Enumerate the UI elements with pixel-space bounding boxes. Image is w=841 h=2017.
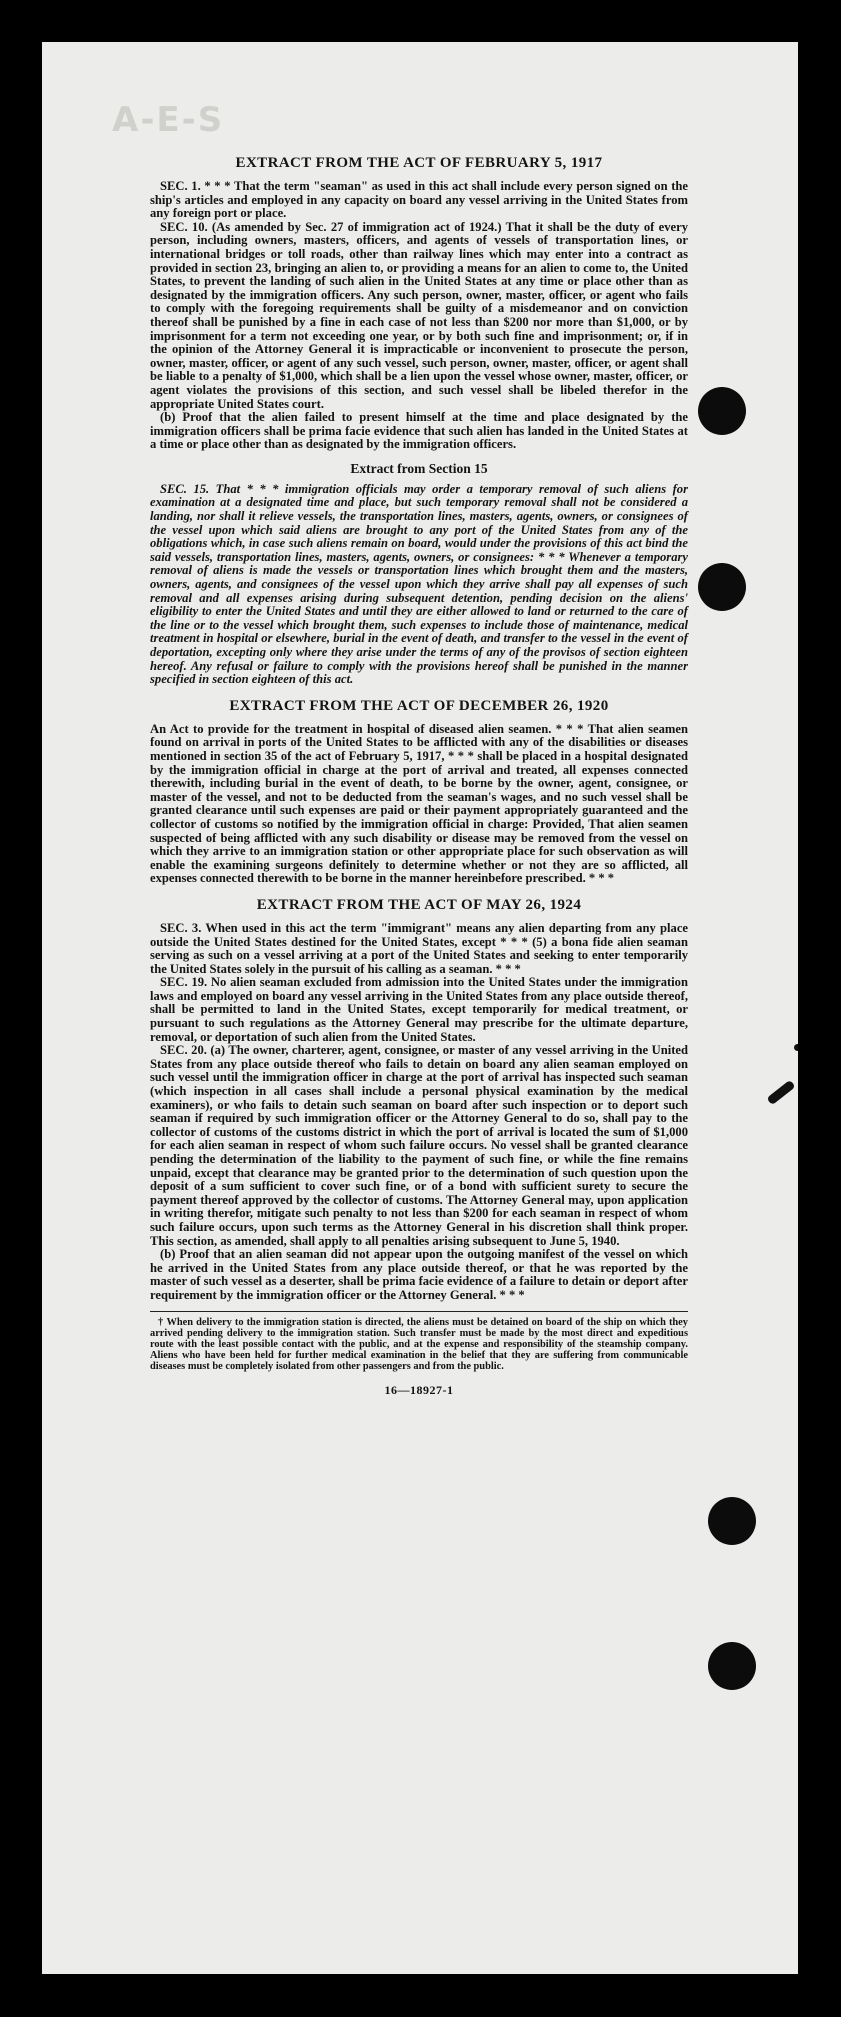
paragraph-sec-1: SEC. 1. * * * That the term "seaman" as used in this act shall include every person signed on the ship's articles and employed in any capacity on board any vessel arriving in the United States from any foreign port or place. xyxy=(150,179,688,221)
paragraph-sec-10-b: (b) Proof that the alien failed to present himself at the time and place designated by the immigration officers shall be prima facie evidence that such alien has landed in the United States at a time or place other than as designated by the immigration officers. xyxy=(150,410,688,452)
section-act-may-1924 xyxy=(150,896,688,1303)
paragraph-sec-19: SEC. 19. No alien seaman excluded from admission into the United States under the immigration laws and employed on board any vessel arriving in the United States from any place outside thereof, shall be permitted to land in the United States, except temporarily for medical treatment, or pursuant to such regulations as the Attorney General may prescribe for the ultimate departure, removal, or deportation of such alien from the United States. xyxy=(150,975,688,1044)
section-extract-15 xyxy=(150,460,688,687)
document-body xyxy=(150,154,688,1398)
paragraph-sec-3: SEC. 3. When used in this act the term "immigrant" means any alien departing from any place outside the United States destined for the United States, except * * * (5) a bona fide alien seaman serving as such on a vessel arriving at a port of the United States and seeking to enter temporarily the United States solely in the pursuit of his calling as a seaman. * * * xyxy=(150,920,688,976)
paragraph-sec-10: SEC. 10. (As amended by Sec. 27 of immigration act of 1924.) That it shall be the duty of every person, including owners, masters, officers, and agents of vessels of transportation lines, or international bridges or toll roads, other than railway lines which may enter into a contract as provided in section 23, bringing an alien to, or providing a means for an alien to come to, the United States, to prevent the landing of such alien in the United States at any time or place other than as designated by the immigration officers. Any such person, owner, master, officer, or agent who fails to comply with the foregoing requirements shall be guilty of a misdemeanor and on conviction thereof shall be punished by a fine in each case of not less than $200 nor more than $1,000, or by imprisonment for a term not exceeding one year, or by both such fine and imprisonment; or, if in the opinion of the Attorney General it is impracticable or inconvenient to prosecute the person, owner, master, officer, or agent of any such vessel, such person, owner, master, officer, or agent shall be liable to a penalty of $1,000, which shall be a lien upon the vessel whose owner, master, officer, or agent violates the provisions of this section, and such vessel shall be libeled therefor in the appropriate United States court. xyxy=(150,219,688,411)
section-heading: EXTRACT FROM THE ACT OF DECEMBER 26, 1920 xyxy=(229,697,609,714)
punch-hole xyxy=(698,387,746,435)
paragraph-hospital-act: An Act to provide for the treatment in hospital of diseased alien seamen. * * * That alien seamen found on arrival in ports of the United States to be afflicted with any of the disabilities or diseases mentioned in section 35 of the act of February 5, 1917, * * * shall be placed in a hospital designated by the immigration official in charge at the port of arrival and treated, all expenses connected therewith, including burial in the event of death, to be borne by the owner, agent, consignee, or master of the vessel, and not to be deducted from the seaman's wages, and no such vessel shall be granted clearance until such expenses are paid or their payment appropriately guaranteed and the collector of customs so notified by the immigration official in charge: Provided, That alien seamen suspected of being afflicted with any such disability or disease may be removed from the vessel on which they arrive to an immigration station or other appropriate place for such observation as will enable the examining surgeons definitely to determine whether or not they are so afflicted, all expenses connected therewith to be borne in the manner hereinbefore prescribed. * * * xyxy=(150,721,688,886)
punch-hole xyxy=(708,1497,756,1545)
faded-stamp: A-E-S xyxy=(112,100,225,140)
section-heading: EXTRACT FROM THE ACT OF FEBRUARY 5, 1917 xyxy=(235,155,603,171)
footnote-divider xyxy=(150,1311,688,1312)
section-heading: Extract from Section 15 xyxy=(350,460,488,476)
paragraph-sec-20-a: SEC. 20. (a) The owner, charterer, agent, consignee, or master of any vessel arriving in the United States from any place outside thereof who fails to detain on board any alien seaman employed on such vessel until the immigration officer in charge at the port of arrival has inspected such seaman (which inspection in all cases shall include a personal physical examination by the medical examiners), or who fails to detain such seaman on board after such inspection or to deport such seaman if required by such immigration officer or the Attorney General to do so, shall pay to the collector of customs of the customs district in which the port of arrival is located the sum of $1,000 for each alien seaman in respect of whom such failure occurs. No vessel shall be granted clearance pending the determination of the liability to the payment of such fine, or while the fine remains unpaid, except that clearance may be granted prior to the determination of such question upon the deposit of a sum sufficient to cover such fine, or of a bond with sufficient surety to secure the payment thereof approved by the collector of customs. The Attorney General may, upon application in writing therefor, mitigate such penalty to not less than $200 for each seaman in respect of whom such failure occurs, upon such terms as the Attorney General in his discretion shall think proper. This section, as amended, shall apply to all penalties arising subsequent to June 5, 1940. xyxy=(150,1043,688,1248)
punch-hole xyxy=(708,1642,756,1690)
ink-mark xyxy=(766,1080,795,1106)
document-page xyxy=(42,42,798,1974)
ink-mark xyxy=(794,1044,798,1051)
paragraph-sec-20-b: (b) Proof that an alien seaman did not appear upon the outgoing manifest of the vessel on which he arrived in the United States from any place outside thereof, or that he was reported by the master of such vessel as a deserter, shall be prima facie evidence of a failure to detain or deport after requirement by the immigration officer or the Attorney General. * * * xyxy=(150,1247,688,1302)
section-act-dec-1920 xyxy=(150,697,688,886)
footnote: † When delivery to the immigration station is directed, the aliens must be detained on board of the ship on which they arrived pending delivery to the immigration station. Such transfer must be made by the most direct and expeditious route with the least possible contact with the public, and at the expense and responsibility of the steamship company. Aliens who have been held for further medical examination in the belief that they are suffering from communicable diseases must be completely isolated from other passengers and from the public. xyxy=(150,1316,688,1373)
form-number: 16—18927-1 xyxy=(384,1382,454,1397)
section-heading: EXTRACT FROM THE ACT OF MAY 26, 1924 xyxy=(256,896,582,913)
section-act-feb-1917 xyxy=(150,154,688,452)
punch-hole xyxy=(698,563,746,611)
paragraph-sec-15: SEC. 15. That * * * immigration officials may order a temporary removal of such aliens for examination at a designated time and place, but such temporary removal shall not be considered a landing, nor shall it relieve vessels, the transportation lines, masters, agents, owners, or consignees of the vessel upon which said aliens are brought to any port of the United States from any of the obligations which, in case such aliens remain on board, would under the provisions of this act bind the said vessels, transportation lines, masters, agents, owners, or consignees: * * * Whenever a temporary removal of aliens is made the vessels or transportation lines which brought them and the masters, owners, agents, and consignees of the vessel upon which they arrive shall pay all expenses of such removal and all expenses arising during subsequent detention, pending decision on the aliens' eligibility to enter the United States and until they are either allowed to land or returned to the care of the line or to the vessel which brought them, such expenses to include those of maintenance, medical treatment in hospital or elsewhere, burial in the event of death, and transfer to the vessel in the event of deportation, excepting only where they arise under the terms of any of the provisos of section eighteen hereof. Any refusal or failure to comply with the provisions hereof shall be punished in the manner specified in section eighteen of this act. xyxy=(150,481,688,687)
